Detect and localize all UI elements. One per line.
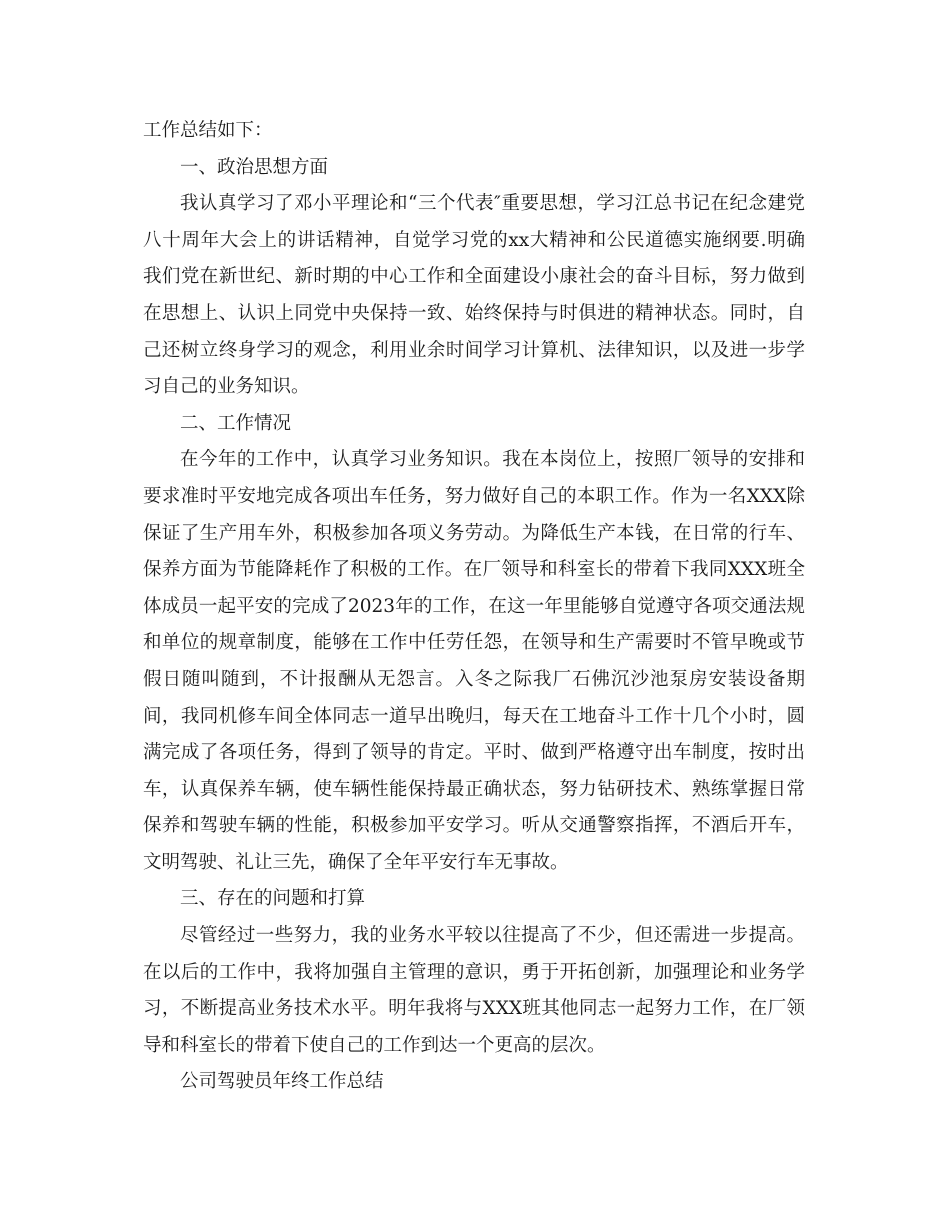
text-line: 间，我同机修车间全体同志一道早出晚归，每天在工地奋斗工作十几个小时，圆 xyxy=(143,705,805,727)
text-line: 在今年的工作中，认真学习业务知识。我在本岗位上，按照厂领导的安排和 xyxy=(180,449,805,471)
text-line: 工作总结如下： xyxy=(143,120,273,141)
text-line: 己还树立终身学习的观念，利用业余时间学习计算机、法律知识，以及进一步学 xyxy=(143,339,805,361)
text-line: 保养方面为节能降耗作了积极的工作。在厂领导和科室长的带着下我同XXX班全 xyxy=(143,559,805,581)
text-line: 在思想上、认识上同党中央保持一致、始终保持与时俱进的精神状态。同时，自 xyxy=(143,302,805,324)
text-line: 我们党在新世纪、新时期的中心工作和全面建设小康社会的奋斗目标，努力做到 xyxy=(143,266,805,288)
text-line: 保养和驾驶车辆的性能，积极参加平安学习。听从交通警察指挥，不酒后开车， xyxy=(143,815,805,837)
text-line: 尽管经过一些努力，我的业务水平较以往提高了不少，但还需进一步提高。 xyxy=(180,925,805,947)
text-line: 在以后的工作中，我将加强自主管理的意识，勇于开拓创新，加强理论和业务学 xyxy=(143,961,805,983)
text-line: 一、政治思想方面 xyxy=(180,156,329,178)
text-line: 公司驾驶员年终工作总结 xyxy=(180,1071,384,1093)
text-line: 导和科室长的带着下使自己的工作到达一个更高的层次。 xyxy=(143,1034,606,1056)
text-line: 体成员一起平安的完成了2023年的工作，在这一年里能够自觉遵守各项交通法规 xyxy=(143,595,805,617)
text-line: 习，不断提高业务技术水平。明年我将与XXX班其他同志一起努力工作，在厂领 xyxy=(143,998,805,1020)
text-line: 要求准时平安地完成各项出车任务，努力做好自己的本职工作。作为一名XXX除 xyxy=(143,485,805,507)
text-line: 满完成了各项任务，得到了领导的肯定。平时、做到严格遵守出车制度，按时出 xyxy=(143,742,805,764)
text-line: 保证了生产用车外，积极参加各项义务劳动。为降低生产本钱，在日常的行车、 xyxy=(143,522,805,544)
text-line: 我认真学习了邓小平理论和“三个代表″重要思想，学习江总书记在纪念建党 xyxy=(180,193,805,215)
text-line: 文明驾驶、礼让三先，确保了全年平安行车无事故。 xyxy=(143,851,569,873)
text-line: 假日随叫随到，不计报酬从无怨言。入冬之际我厂石佛沉沙池泵房安装设备期 xyxy=(143,668,805,690)
text-line: 和单位的规章制度，能够在工作中任劳任怨，在领导和生产需要时不管早晚或节 xyxy=(143,632,805,654)
text-line: 车，认真保养车辆，使车辆性能保持最正确状态，努力钻研技术、熟练掌握日常 xyxy=(143,778,805,800)
document-body xyxy=(143,113,805,1101)
text-line: 三、存在的问题和打算 xyxy=(180,888,366,910)
text-line: 习自己的业务知识。 xyxy=(143,376,310,398)
text-line: 二、工作情况 xyxy=(180,412,292,434)
text-line: 八十周年大会上的讲话精神，自觉学习党的xx大精神和公民道德实施纲要.明确 xyxy=(143,229,805,251)
